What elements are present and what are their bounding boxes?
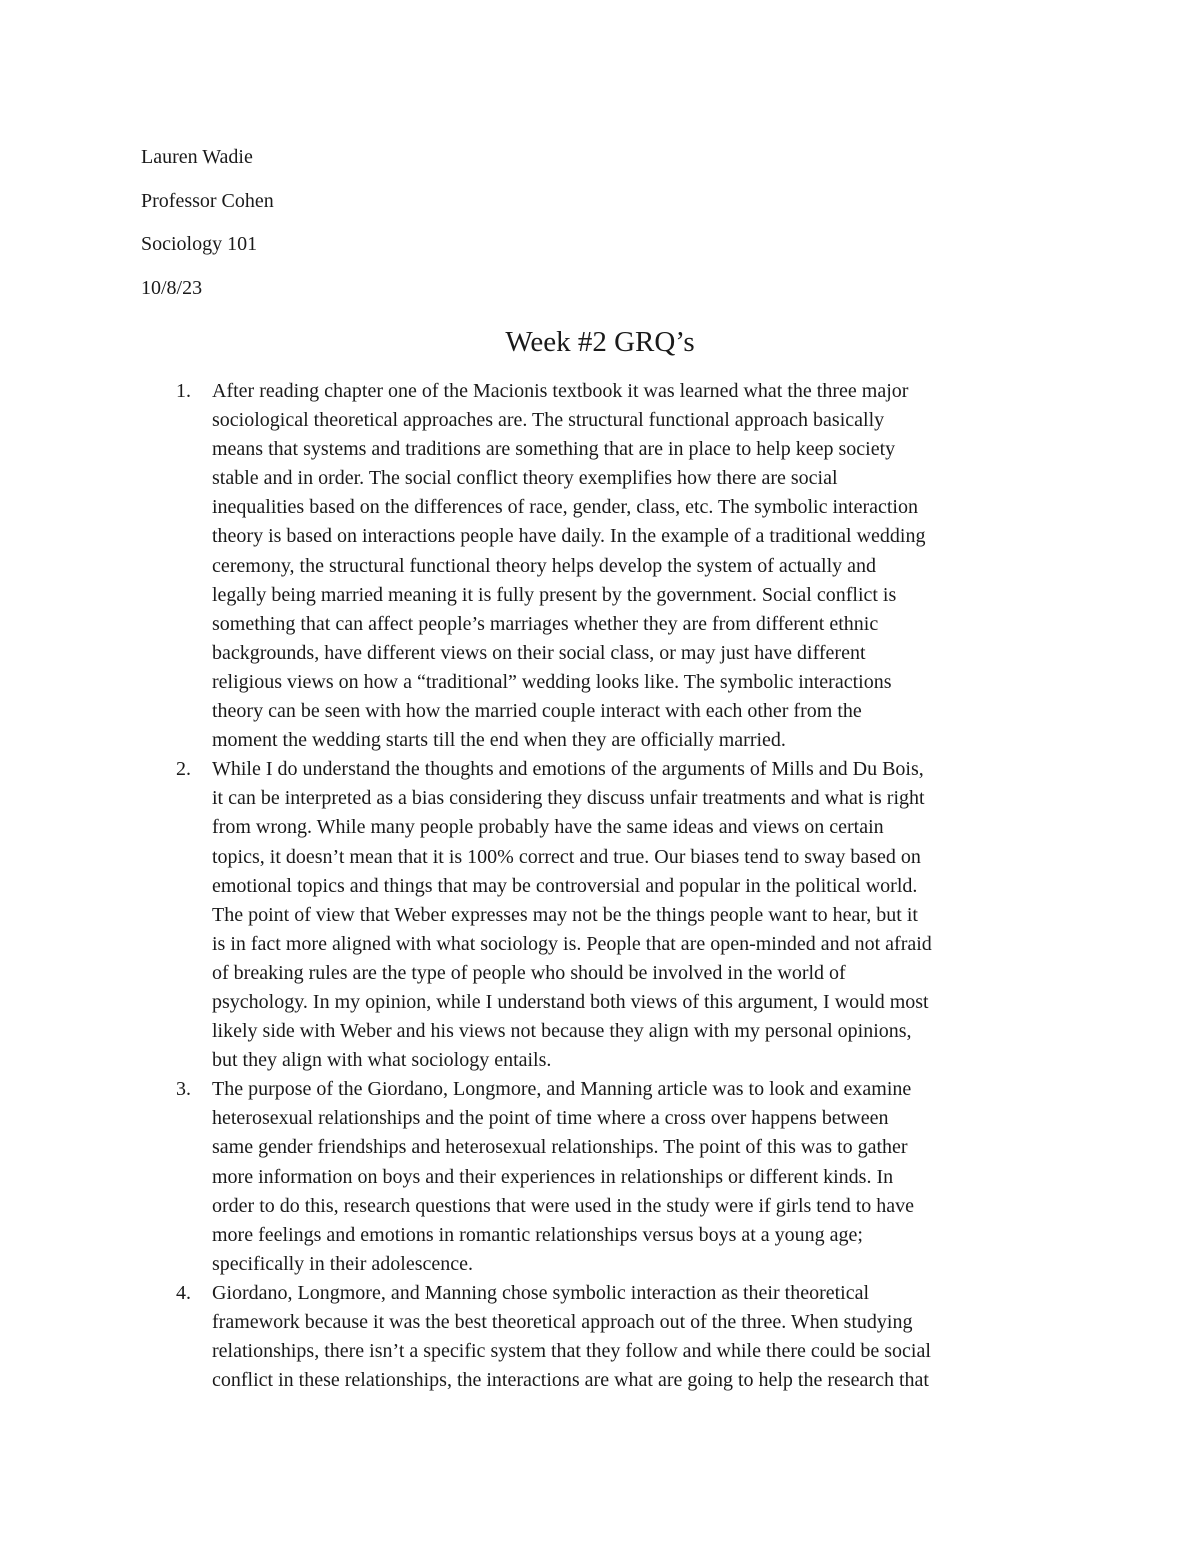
answer-item <box>176 755 1072 1075</box>
answer-text-line: but they align with what sociology entails. <box>212 1049 552 1072</box>
answer-text-line: of breaking rules are the type of people who should be involved in the world of <box>212 961 846 984</box>
answer-text-line: from wrong. While many people probably have the same ideas and views on certain <box>212 816 884 839</box>
answer-text-line: means that systems and traditions are something that are in place to help keep society <box>212 438 896 461</box>
answer-list <box>176 377 1072 1395</box>
answer-text-line: While I do understand the thoughts and emotions of the arguments of Mills and Du Bois, <box>212 758 924 781</box>
answer-item <box>176 1279 1072 1395</box>
answer-text-line: heterosexual relationships and the point of time where a cross over happens between <box>212 1107 889 1130</box>
answer-text-line: topics, it doesn’t mean that it is 100% correct and true. Our biases tend to sway based on <box>212 845 921 868</box>
answer-number: 3. <box>176 1078 191 1101</box>
answer-text-line: stable and in order. The social conflict theory exemplifies how there are social <box>212 467 838 490</box>
document-title: Week #2 GRQ’s <box>505 326 695 358</box>
student-name: Lauren Wadie <box>141 146 253 168</box>
answer-number: 2. <box>176 758 191 781</box>
answer-text-line: something that can affect people’s marriages whether they are from different ethnic <box>212 612 879 635</box>
answer-item <box>176 377 1072 755</box>
answer-text-line: religious views on how a “traditional” wedding looks like. The symbolic interactions <box>212 670 892 693</box>
answer-text-line: The point of view that Weber expresses may not be the things people want to hear, but it <box>212 903 918 926</box>
answer-item <box>176 1075 1072 1279</box>
answer-text-line: conflict in these relationships, the interactions are what are going to help the research that <box>212 1369 929 1392</box>
answer-text-line: more feelings and emotions in romantic relationships versus boys at a young age; <box>212 1223 863 1246</box>
answer-number: 4. <box>176 1281 191 1304</box>
answer-text-line: After reading chapter one of the Macionis textbook it was learned what the three major <box>212 380 909 402</box>
answer-text-line: moment the wedding starts till the end when they are officially married. <box>212 729 786 752</box>
answer-text-line: order to do this, research questions that were used in the study were if girls tend to have <box>212 1194 915 1217</box>
answer-text-line: sociological theoretical approaches are. The structural functional approach basically <box>212 409 885 432</box>
answer-text-line: backgrounds, have different views on their social class, or may just have different <box>212 641 866 664</box>
answer-text-line: relationships, there isn’t a specific system that they follow and while there could be social <box>212 1340 931 1363</box>
course-name: Sociology 101 <box>141 233 258 255</box>
document-header <box>141 143 1041 317</box>
answer-text-line: legally being married meaning it is fully present by the government. Social conflict is <box>212 583 897 606</box>
answer-text-line: theory is based on interactions people have daily. In the example of a traditional wedding <box>212 525 926 548</box>
answer-text-line: theory can be seen with how the married couple interact with each other from the <box>212 700 862 723</box>
answer-text-line: same gender friendships and heterosexual relationships. The point of this was to gather <box>212 1136 908 1159</box>
answer-number: 1. <box>176 380 191 402</box>
answer-text-line: ceremony, the structural functional theory helps develop the system of actually and <box>212 554 877 577</box>
answer-text-line: is in fact more aligned with what sociology is. People that are open-minded and not afraid <box>212 932 932 955</box>
answer-text-line: The purpose of the Giordano, Longmore, and Manning article was to look and examine <box>212 1078 912 1101</box>
answer-text-line: framework because it was the best theoretical approach out of the three. When studying <box>212 1311 913 1333</box>
answer-text-line: emotional topics and things that may be controversial and popular in the political world. <box>212 874 918 897</box>
answer-text-line: Giordano, Longmore, and Manning chose symbolic interaction as their theoretical <box>212 1281 870 1304</box>
document-date: 10/8/23 <box>141 276 203 299</box>
answer-text-line: inequalities based on the differences of race, gender, class, etc. The symbolic interaction <box>212 496 918 519</box>
answer-text-line: specifically in their adolescence. <box>212 1252 473 1275</box>
answer-text-line: it can be interpreted as a bias considering they discuss unfair treatments and what is right <box>212 787 925 810</box>
answer-text-line: psychology. In my opinion, while I understand both views of this argument, I would most <box>212 990 929 1013</box>
professor-name: Professor Cohen <box>141 189 274 212</box>
answer-text-line: more information on boys and their experiences in relationships or different kinds. In <box>212 1165 894 1188</box>
answer-text-line: likely side with Weber and his views not because they align with my personal opinions, <box>212 1020 912 1043</box>
